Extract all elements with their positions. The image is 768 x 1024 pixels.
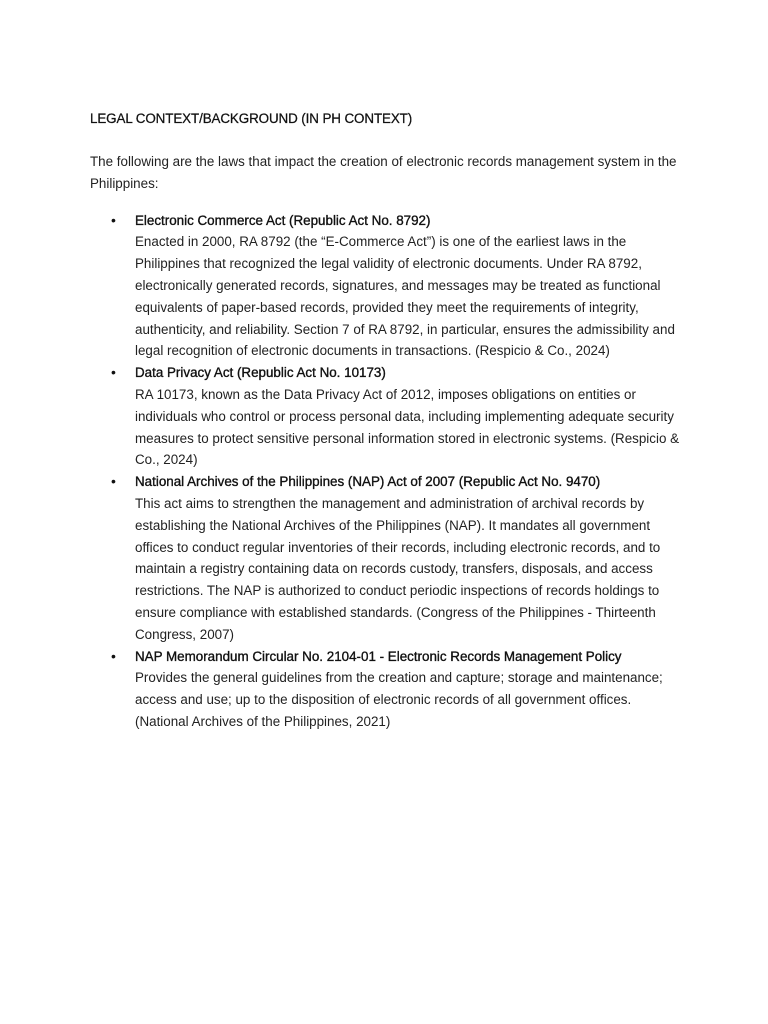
document-body <box>90 108 682 733</box>
list-item <box>90 362 682 471</box>
section-heading: LEGAL CONTEXT/BACKGROUND (IN PH CONTEXT) <box>90 111 413 126</box>
law-title: NAP Memorandum Circular No. 2104-01 - Electronic Records Management Policy <box>135 648 622 664</box>
laws-list <box>90 210 682 733</box>
law-title: Electronic Commerce Act (Republic Act No. 8792) <box>135 212 431 228</box>
bullet-icon: • <box>111 647 116 664</box>
list-item <box>90 646 682 733</box>
law-description: Enacted in 2000, RA 8792 (the “E-Commerce Act”) is one of the earliest laws in the Philippines that recognized the legal validity of electronic documents. Under RA 8792, electronically generated records, signatures, and messages may be treated as functional equivalents of paper-based records, provided they meet the requirements of integrity, authenticity, and reliability. Section 7 of RA 8792, in particular, ensures the admissibility and legal recognition of electronic documents in transactions. (Respicio & Co., 2024) <box>135 234 675 359</box>
law-description: RA 10173, known as the Data Privacy Act of 2012, imposes obligations on entities or individuals who control or process personal data, including implementing adequate security measures to protect sensitive personal information stored in electronic systems. (Respicio & Co., 2024) <box>135 386 680 468</box>
intro-paragraph: The following are the laws that impact the creation of electronic records management system in the Philippines: <box>90 154 677 191</box>
list-item <box>90 471 682 645</box>
bullet-icon: • <box>111 211 116 228</box>
law-description: This act aims to strengthen the management and administration of archival records by establishing the National Archives of the Philippines (NAP). It mandates all government offices to conduct regular inventories of their records, including electronic records, and to maintain a registry containing data on records custody, transfers, disposals, and access restrictions. The NAP is authorized to conduct periodic inspections of records holdings to ensure compliance with established standards. (Congress of the Philippines - Thirteenth Congress, 2007) <box>135 495 661 642</box>
bullet-icon: • <box>111 364 116 381</box>
list-item <box>90 210 682 363</box>
law-title: Data Privacy Act (Republic Act No. 10173) <box>135 365 386 381</box>
bullet-icon: • <box>111 473 116 490</box>
law-description: Provides the general guidelines from the creation and capture; storage and maintenance; access and use; up to the disposition of electronic records of all government offices. (National Archives of the Philippines, 2021) <box>135 670 663 729</box>
law-title: National Archives of the Philippines (NAP) Act of 2007 (Republic Act No. 9470) <box>135 474 601 490</box>
